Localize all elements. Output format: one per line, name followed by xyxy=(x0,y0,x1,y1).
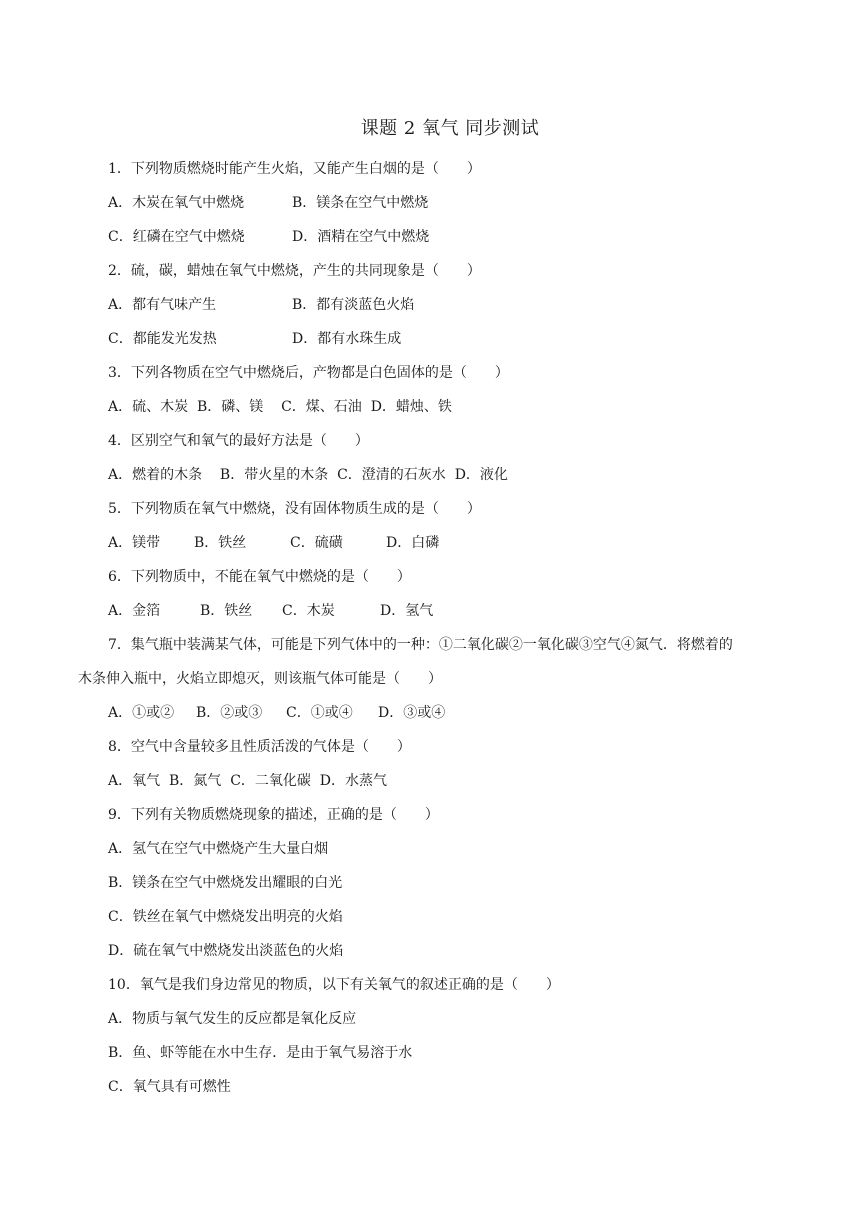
question-9-option-c: C．铁丝在氧气中燃烧发出明亮的火焰 xyxy=(108,909,343,925)
question-2-option-b: B．都有淡蓝色火焰 xyxy=(292,297,415,313)
question-3-options-text: A．硫、木炭 B．磷、镁 C．煤、石油 D．蜡烛、铁 xyxy=(108,399,452,415)
question-6-option-c: C．木炭 xyxy=(282,603,335,619)
question-10-option-a-row xyxy=(78,1002,784,1036)
question-4-options-text: A．燃着的木条 B．带火星的木条 C．澄清的石灰水 D．液化 xyxy=(108,467,508,483)
question-1-option-b: B．镁条在空气中燃烧 xyxy=(292,195,429,211)
question-6-option-d: D．氢气 xyxy=(380,603,434,619)
question-9-option-a: A．氢气在空气中燃烧产生大量白烟 xyxy=(108,841,329,857)
question-1-options-row-2 xyxy=(78,220,784,254)
question-10-option-c-row xyxy=(78,1070,784,1104)
question-10-option-a: A．物质与氧气发生的反应都是氧化反应 xyxy=(108,1011,357,1027)
question-10-option-b: B．鱼、虾等能在水中生存．是由于氧气易溶于水 xyxy=(108,1045,413,1061)
question-8-options-text: A．氧气 B．氮气 C．二氧化碳 D．水蒸气 xyxy=(108,773,388,789)
question-10-stem: 10．氧气是我们身边常见的物质，以下有关氧气的叙述正确的是（ ） xyxy=(108,977,560,993)
question-1-stem: 1．下列物质燃烧时能产生火焰，又能产生白烟的是（ ） xyxy=(108,161,481,177)
question-9-option-b: B．镁条在空气中燃烧发出耀眼的白光 xyxy=(108,875,343,891)
question-2-option-a: A．都有气味产生 xyxy=(108,297,217,313)
question-1-option-d: D．酒精在空气中燃烧 xyxy=(292,229,430,245)
question-5-option-c: C．硫磺 xyxy=(290,535,343,551)
question-5-options xyxy=(78,526,784,560)
question-5-option-a: A．镁带 xyxy=(108,535,161,551)
question-7-option-c: C．①或④ xyxy=(286,705,353,721)
question-7-stem-line-2: 木条伸入瓶中，火焰立即熄灭，则该瓶气体可能是（ ） xyxy=(78,671,442,687)
question-9-option-d-row xyxy=(78,934,784,968)
question-4-options xyxy=(78,458,784,492)
question-7-option-a: A．①或② xyxy=(108,705,175,721)
question-6-option-a: A．金箔 xyxy=(108,603,161,619)
question-9-option-c-row xyxy=(78,900,784,934)
page-title: 课题 2 氧气 同步测试 xyxy=(360,118,540,139)
question-5-option-d: D．白磷 xyxy=(386,535,440,551)
question-list xyxy=(78,152,784,1104)
question-2-option-c: C．都能发光发热 xyxy=(108,331,217,347)
question-5-option-b: B．铁丝 xyxy=(194,535,247,551)
question-7-stem-line-1: 7．集气瓶中装满某气体，可能是下列气体中的一种：①二氧化碳②一氧化碳③空气④氮气．将燃着的 xyxy=(108,637,733,653)
question-7-options xyxy=(78,696,784,730)
question-1-option-c: C．红磷在空气中燃烧 xyxy=(108,229,245,245)
question-2-options-row-1 xyxy=(78,288,784,322)
question-5-stem: 5．下列物质在氧气中燃烧，没有固体物质生成的是（ ） xyxy=(108,501,481,517)
question-3-options xyxy=(78,390,784,424)
question-10-option-c: C．氧气具有可燃性 xyxy=(108,1079,231,1095)
question-9-option-a-row xyxy=(78,832,784,866)
question-9-stem: 9．下列有关物质燃烧现象的描述，正确的是（ ） xyxy=(108,807,439,823)
question-1-options-row-1 xyxy=(78,186,784,220)
question-9-option-b-row xyxy=(78,866,784,900)
question-3-stem: 3．下列各物质在空气中燃烧后，产物都是白色固体的是（ ） xyxy=(108,365,509,381)
question-7-option-d: D．③或④ xyxy=(378,705,446,721)
question-8-stem: 8．空气中含量较多且性质活泼的气体是（ ） xyxy=(108,739,411,755)
question-2-options-row-2 xyxy=(78,322,784,356)
question-2-option-d: D．都有水珠生成 xyxy=(292,331,402,347)
question-6-options xyxy=(78,594,784,628)
question-8-options xyxy=(78,764,784,798)
question-9-option-d: D．硫在氧气中燃烧发出淡蓝色的火焰 xyxy=(108,943,344,959)
question-6-stem: 6．下列物质中，不能在氧气中燃烧的是（ ） xyxy=(108,569,411,585)
question-7-option-b: B．②或③ xyxy=(196,705,263,721)
question-2-stem: 2．硫，碳，蜡烛在氧气中燃烧，产生的共同现象是（ ） xyxy=(108,263,481,279)
question-10-option-b-row xyxy=(78,1036,784,1070)
question-1-option-a: A．木炭在氧气中燃烧 xyxy=(108,195,245,211)
question-6-option-b: B．铁丝 xyxy=(200,603,253,619)
question-4-stem: 4．区别空气和氧气的最好方法是（ ） xyxy=(108,433,369,449)
